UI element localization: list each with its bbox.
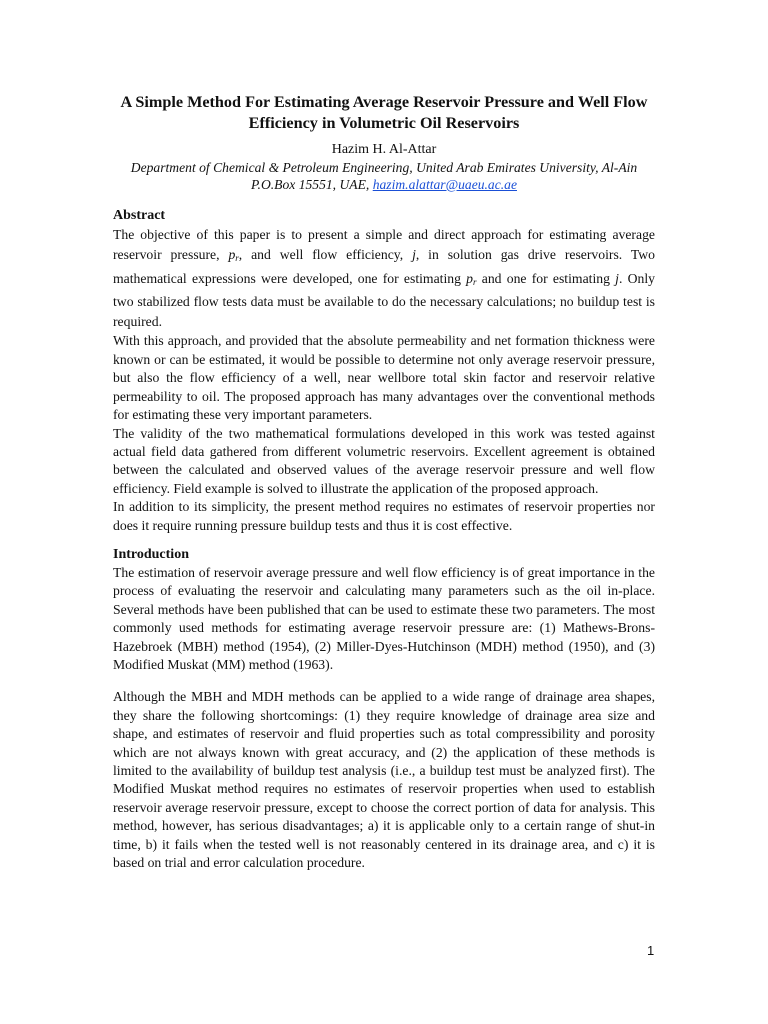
affiliation-line1: Department of Chemical & Petroleum Engineering, United Arab Emirates University, Al-Ain xyxy=(130,160,638,175)
affiliation-line2 xyxy=(113,176,655,193)
spacer xyxy=(113,193,655,207)
symbol-j: j xyxy=(615,270,619,286)
text-run: , in solution gas drive reservoirs. Two mathematical expressions were developed, one for estimating xyxy=(113,247,655,286)
spacer xyxy=(113,535,655,546)
symbol-base: p xyxy=(228,247,236,263)
abstract-paragraph-3: The validity of the two mathematical formulations developed in this work was tested against actual field data gathered from different volumetric reservoirs. Excellent agreement is obtained between the calculated and observed values of the average reservoir pressure and well flow efficiency. Field example is solved to illustrate the application of the proposed approach. xyxy=(113,425,655,496)
abstract-paragraph-4: In addition to its simplicity, the present method requires no estimates of reservoir properties nor does it require running pressure buildup tests and thus it is cost effective. xyxy=(113,499,655,533)
text-run: and one for estimating xyxy=(476,270,616,286)
address: P.O.Box 15551, UAE, xyxy=(251,177,373,192)
text-run: , and well flow efficiency, xyxy=(238,247,413,263)
page-number: 1 xyxy=(647,943,655,958)
paper-page xyxy=(113,92,655,872)
paper-title: A Simple Method For Estimating Average Reservoir Pressure and Well Flow Efficiency in Volumetric Oil Reservoirs xyxy=(120,93,648,132)
abstract-paragraph-2: With this approach, and provided that the absolute permeability and net formation thickness were known or can be estimated, it would be possible to determine not only average reservoir pressure, but also the flow efficiency of a well, near wellbore total skin factor and reservoir relative permeability to oil. The proposed approach has many advantages over the conventional methods for estimating these very important parameters. xyxy=(113,333,655,423)
email-link[interactable]: hazim.alattar@uaeu.ac.ae xyxy=(372,177,517,192)
affiliation xyxy=(113,159,655,193)
symbol-j: j xyxy=(412,247,416,263)
symbol-pr xyxy=(466,271,476,286)
symbol-pr xyxy=(228,247,238,262)
abstract-heading: Abstract xyxy=(113,208,166,223)
introduction-paragraph-2: Although the MBH and MDH methods can be applied to a wide range of drainage area shapes, they share the following shortcomings: (1) they require knowledge of drainage area size and shape, and estimates of reservoir and fluid properties such as total compressibility and porosity which are not always known with great accuracy, and (2) the application of these methods is limited to the availability of buildup test analysis (i.e., a buildup test must be analyzed first). The Modified Muskat method requires no estimates of reservoir properties when used to establish reservoir average reservoir pressure, except to choose the correct portion of data for analysis. This method, however, has serious disadvantages; a) it is applicable only to a certain range of shut-in time, b) it fails when the tested well is not reasonably centered in its drainage area, and c) it is based on trial and error calculation procedure. xyxy=(113,689,655,871)
abstract-paragraph-1 xyxy=(113,225,655,332)
text-run: . Only two stabilized flow tests data must be available to do the necessary calculations; no buildup test is required. xyxy=(113,270,656,330)
introduction-heading: Introduction xyxy=(113,546,189,562)
symbol-sub: r xyxy=(473,276,477,287)
symbol-base: p xyxy=(466,270,474,286)
introduction-paragraph-1: The estimation of reservoir average pressure and well flow efficiency is of great importance in the process of evaluating the reservoir and calculating many parameters such as the oil in-place. Several methods have been published that can be used to estimate these two parameters. The most commonly used methods for estimating average reservoir pressure are: (1) Mathews-Brons-Hazebroek (MBH) method (1954), (2) Miller-Dyes-Hutchinson (MDH) method (1950), and (3) Modified Muskat (MM) method (1963). xyxy=(113,564,655,672)
spacer xyxy=(113,674,655,688)
author-name: Hazim H. Al-Attar xyxy=(331,142,437,157)
text-run: The objective of this paper is to present a simple and direct approach for estimating average reservoir pressure, xyxy=(113,227,655,263)
symbol-sub: r xyxy=(235,253,239,264)
